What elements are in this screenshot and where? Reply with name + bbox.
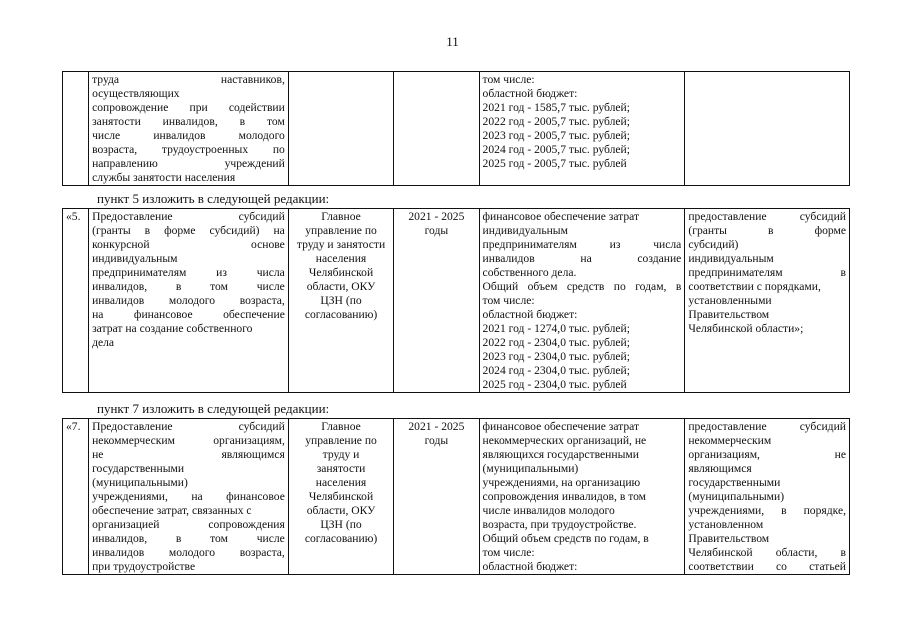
cell-text-line: некоммерческих организаций, не: [482, 434, 647, 447]
cell-text-line: (муниципальными): [688, 490, 785, 503]
cell-text-line: области, ОКУ: [306, 280, 376, 293]
cell-text-line: том числе:: [482, 546, 535, 559]
result-cell: [685, 209, 850, 393]
cell-text-line: (муниципальными): [92, 476, 188, 489]
cell-text-line: установленными: [688, 294, 772, 307]
cell-text-line: затрат на создание собственного: [92, 322, 253, 335]
cell-text-line: числе инвалидов молодого: [92, 129, 285, 142]
cell-text-line: Предоставление субсидий: [92, 420, 285, 433]
row-number-cell: «5.: [63, 209, 89, 393]
cell-text-line: являющихся государственными: [482, 448, 639, 461]
cell-text-line: занятости инвалидов, в том: [92, 115, 285, 128]
cell-text-line: индивидуальным: [688, 252, 774, 265]
cell-text-line: сопровождения инвалидов, в том: [482, 490, 647, 503]
cell-text-line: 2024 год - 2005,7 тыс. рублей;: [482, 143, 630, 156]
cell-text-line: организациям, не: [688, 448, 846, 461]
cell-text-line: 2025 год - 2005,7 тыс. рублей: [482, 157, 627, 170]
cell-text-line: труду и занятости: [296, 238, 386, 251]
cell-text-line: числе инвалидов молодого: [482, 504, 615, 517]
cell-text-line: инвалидов молодого возраста,: [92, 294, 285, 307]
cell-text-line: инвалидов, в том числе: [92, 532, 285, 545]
executor-cell: [288, 72, 393, 186]
cell-text-line: годы: [424, 224, 449, 237]
table-row: [63, 72, 850, 186]
cell-text-line: областной бюджет:: [482, 560, 578, 573]
funding-cell: [479, 72, 685, 186]
cell-text-line: инвалидов, в том числе: [92, 280, 285, 293]
cell-text-line: не являющимся: [92, 448, 285, 461]
cell-text-line: Общий объем средств по годам, в: [482, 532, 649, 545]
cell-text-line: сопровождение при содействии: [92, 101, 285, 114]
cell-text-line: (муниципальными): [482, 462, 579, 475]
cell-text-line: годы: [424, 434, 449, 447]
funding-cell: [479, 209, 685, 393]
cell-text-line: 2023 год - 2304,0 тыс. рублей;: [482, 350, 630, 363]
cell-text-line: на финансовое обеспечение: [92, 308, 285, 321]
row-number-cell: «7.: [63, 419, 89, 575]
cell-text-line: населения: [315, 476, 367, 489]
cell-text-line: Челябинской: [308, 490, 374, 503]
cell-text-line: 2021 год - 1585,7 тыс. рублей;: [482, 101, 630, 114]
cell-text-line: инвалидов молодого возраста,: [92, 546, 285, 559]
cell-text-line: Челябинской области, в: [688, 546, 846, 559]
cell-text-line: некоммерческим организациям,: [92, 434, 285, 447]
cell-text-line: Челябинской области»;: [688, 322, 804, 335]
cell-text-line: 2021 - 2025: [408, 420, 465, 433]
cell-text-line: предоставление субсидий: [688, 210, 846, 223]
cell-text-line: предпринимателям из числа: [92, 266, 285, 279]
cell-text-line: 2021 год - 1274,0 тыс. рублей;: [482, 322, 630, 335]
cell-text-line: 2022 год - 2005,7 тыс. рублей;: [482, 115, 630, 128]
page-number: 11: [446, 34, 459, 49]
cell-text-line: управление по: [305, 224, 377, 237]
cell-text-line: инвалидов на создание: [482, 252, 682, 265]
cell-text-line: осуществляющих: [92, 87, 180, 100]
cell-text-line: учреждениями, в порядке,: [688, 504, 846, 517]
cell-text-line: направлению учреждений: [92, 157, 285, 170]
cell-text-line: населения: [315, 252, 367, 265]
cell-text-line: 2025 год - 2304,0 тыс. рублей: [482, 378, 627, 391]
instruction-point-7: пункт 7 изложить в следующей редакции:: [97, 401, 330, 416]
result-cell: [685, 419, 850, 575]
cell-text-line: труда наставников,: [92, 73, 285, 86]
cell-text-line: управление по: [305, 434, 377, 447]
funding-cell: [479, 419, 685, 575]
cell-text-line: ЦЗН (по: [320, 518, 362, 531]
cell-text-line: государственными: [688, 476, 781, 489]
table-row: [63, 419, 850, 575]
cell-text-line: 2021 - 2025: [408, 210, 465, 223]
table-point-5: [62, 208, 850, 393]
cell-text-line: учреждениями, на финансовое: [92, 490, 285, 503]
cell-text-line: конкурсной основе: [92, 238, 285, 251]
cell-text-line: предпринимателям в: [688, 266, 846, 279]
executor-cell: [288, 419, 393, 575]
cell-text-line: государственными: [92, 462, 185, 475]
cell-text-line: являющимся: [688, 462, 752, 475]
period-cell: [394, 209, 479, 393]
event-name-cell: [89, 419, 289, 575]
cell-text-line: Предоставление субсидий: [92, 210, 285, 223]
cell-text-line: (гранты в форме: [688, 224, 846, 237]
period-cell: [394, 419, 479, 575]
cell-text-line: субсидий): [688, 238, 739, 251]
period-cell: [394, 72, 479, 186]
result-cell: [685, 72, 850, 186]
table-continuation: [62, 71, 850, 186]
instruction-point-5: пункт 5 изложить в следующей редакции:: [97, 191, 330, 206]
cell-text-line: соответствии с порядками,: [688, 280, 821, 293]
cell-text-line: некоммерческим: [688, 434, 772, 447]
cell-text-line: (гранты в форме субсидий) на: [92, 224, 285, 237]
cell-text-line: Правительством: [688, 532, 770, 545]
cell-text-line: согласованию): [304, 308, 378, 321]
cell-text-line: предоставление субсидий: [688, 420, 846, 433]
cell-text-line: учреждениями, на организацию: [482, 476, 641, 489]
cell-text-line: финансовое обеспечение затрат: [482, 420, 640, 433]
cell-text-line: области, ОКУ: [306, 504, 376, 517]
cell-text-line: возраста, при трудоустройстве.: [482, 518, 637, 531]
cell-text-line: индивидуальным: [92, 252, 178, 265]
cell-text-line: организацией сопровождения: [92, 518, 285, 531]
event-name-cell: [89, 72, 289, 186]
cell-text-line: соответствии со статьей: [688, 560, 846, 573]
cell-text-line: дела: [92, 336, 115, 349]
cell-text-line: Общий объем средств по годам, в: [482, 280, 682, 293]
cell-text-line: областной бюджет:: [482, 87, 578, 100]
cell-text-line: Правительством: [688, 308, 770, 321]
cell-text-line: труду и: [322, 448, 360, 461]
executor-cell: [288, 209, 393, 393]
cell-text-line: занятости: [316, 462, 366, 475]
cell-text-line: том числе:: [482, 73, 535, 86]
row-number-cell: [63, 72, 89, 186]
cell-text-line: согласованию): [304, 532, 378, 545]
cell-text-line: при трудоустройстве: [92, 560, 196, 573]
table-row: [63, 209, 850, 393]
cell-text-line: предпринимателям из числа: [482, 238, 682, 251]
cell-text-line: собственного дела.: [482, 266, 577, 279]
cell-text-line: индивидуальным: [482, 224, 568, 237]
cell-text-line: областной бюджет:: [482, 308, 578, 321]
cell-text-line: обеспечение затрат, связанных с: [92, 504, 252, 517]
cell-text-line: финансовое обеспечение затрат: [482, 210, 640, 223]
cell-text-line: Главное: [321, 210, 361, 223]
cell-text-line: службы занятости населения: [92, 171, 236, 184]
cell-text-line: Челябинской: [308, 266, 374, 279]
cell-text-line: 2023 год - 2005,7 тыс. рублей;: [482, 129, 630, 142]
table-point-7: [62, 418, 850, 575]
cell-text-line: возраста, трудоустроенных по: [92, 143, 285, 156]
event-name-cell: [89, 209, 289, 393]
cell-text-line: установленном: [688, 518, 764, 531]
cell-text-line: 2024 год - 2304,0 тыс. рублей;: [482, 364, 630, 377]
cell-text-line: 2022 год - 2304,0 тыс. рублей;: [482, 336, 630, 349]
cell-text-line: том числе:: [482, 294, 535, 307]
cell-text-line: ЦЗН (по: [320, 294, 362, 307]
cell-text-line: Главное: [321, 420, 361, 433]
